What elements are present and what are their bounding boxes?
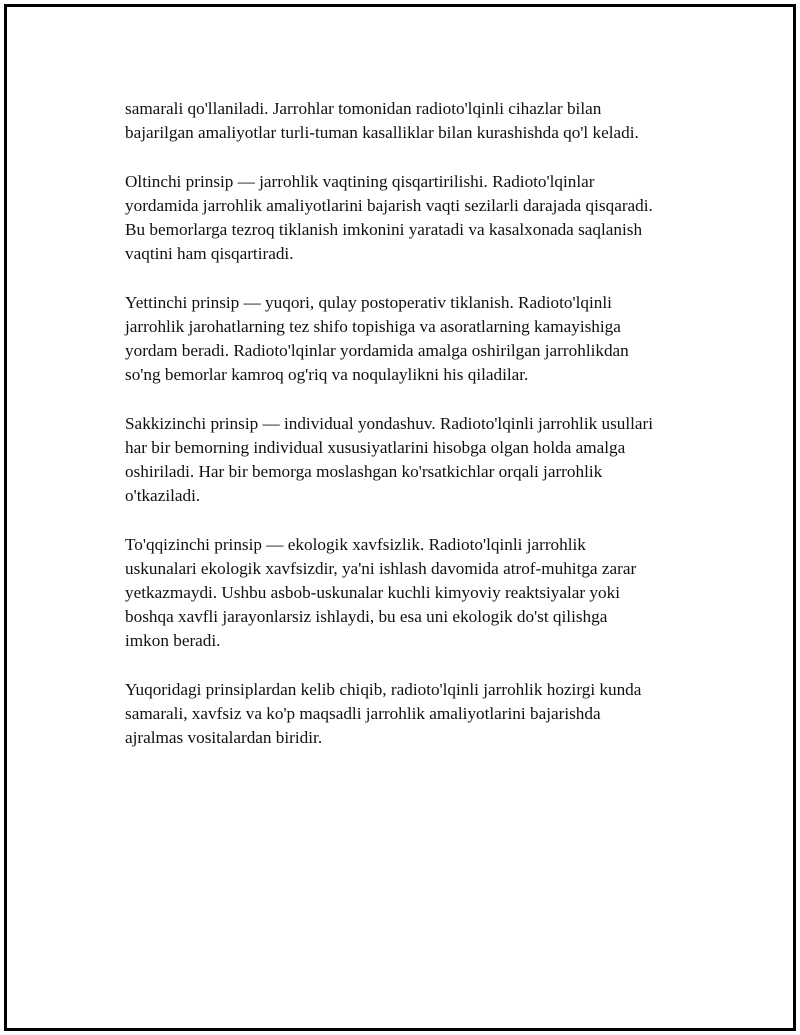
paragraph-4 <box>125 412 715 509</box>
text-line: so'ng bemorlar kamroq og'riq va noqulaylikni his qiladilar. <box>125 365 529 385</box>
text-line: Bu bemorlarga tezroq tiklanish imkonini yaratadi va kasalxonada saqlanish <box>125 220 643 239</box>
text-line: samarali qo'llaniladi. Jarrohlar tomonidan radioto'lqinli cihazlar bilan <box>125 99 602 118</box>
paragraph-3 <box>125 291 715 388</box>
page-frame <box>4 4 796 1031</box>
text-line: ajralmas vositalardan biridir. <box>125 728 323 748</box>
text-line: Yettinchi prinsip — yuqori, qulay postoperativ tiklanish. Radioto'lqinli <box>125 292 612 312</box>
text-line: Oltinchi prinsip — jarrohlik vaqtining qisqartirilishi. Radioto'lqinlar <box>125 171 595 191</box>
text-line: samarali, xavfsiz va ko'p maqsadli jarrohlik amaliyotlarini bajarishda <box>125 704 601 723</box>
text-line: Sakkizinchi prinsip — individual yondashuv. Radioto'lqinli jarrohlik usullari <box>125 413 654 433</box>
text-line: uskunalari ekologik xavfsizdir, ya'ni ishlash davomida atrof-muhitga zarar <box>125 558 637 578</box>
text-line: Yuqoridagi prinsiplardan kelib chiqib, radioto'lqinli jarrohlik hozirgi kunda <box>125 679 642 699</box>
paragraph-6 <box>125 678 715 751</box>
text-line: bajarilgan amaliyotlar turli-tuman kasalliklar bilan kurashishda qo'l keladi. <box>125 123 639 143</box>
paragraph-2 <box>125 170 715 267</box>
text-line: har bir bemorning individual xususiyatlarini hisobga olgan holda amalga <box>125 437 626 457</box>
paragraph-5 <box>125 533 715 654</box>
text-line: o'tkaziladi. <box>125 486 201 506</box>
text-line: oshiriladi. Har bir bemorga moslashgan ko'rsatkichlar orqali jarrohlik <box>125 462 603 481</box>
text-line: boshqa xavfli jarayonlarsiz ishlaydi, bu esa uni ekologik do'st qilishga <box>125 607 608 627</box>
text-line: imkon beradi. <box>125 631 221 651</box>
document-body <box>125 97 715 775</box>
text-line: jarrohlik jarohatlarning tez shifo topishiga va asoratlarning kamayishiga <box>125 316 621 336</box>
text-line: yordamida jarrohlik amaliyotlarini bajarish vaqti sezilarli darajada qisqaradi. <box>125 195 653 215</box>
text-line: To'qqizinchi prinsip — ekologik xavfsizlik. Radioto'lqinli jarrohlik <box>125 534 586 554</box>
text-line: yordam beradi. Radioto'lqinlar yordamida amalga oshirilgan jarrohlikdan <box>125 341 629 360</box>
paragraph-1 <box>125 97 715 145</box>
text-line: vaqtini ham qisqartiradi. <box>125 244 294 264</box>
text-line: yetkazmaydi. Ushbu asbob-uskunalar kuchli kimyoviy reaktsiyalar yoki <box>125 583 620 602</box>
